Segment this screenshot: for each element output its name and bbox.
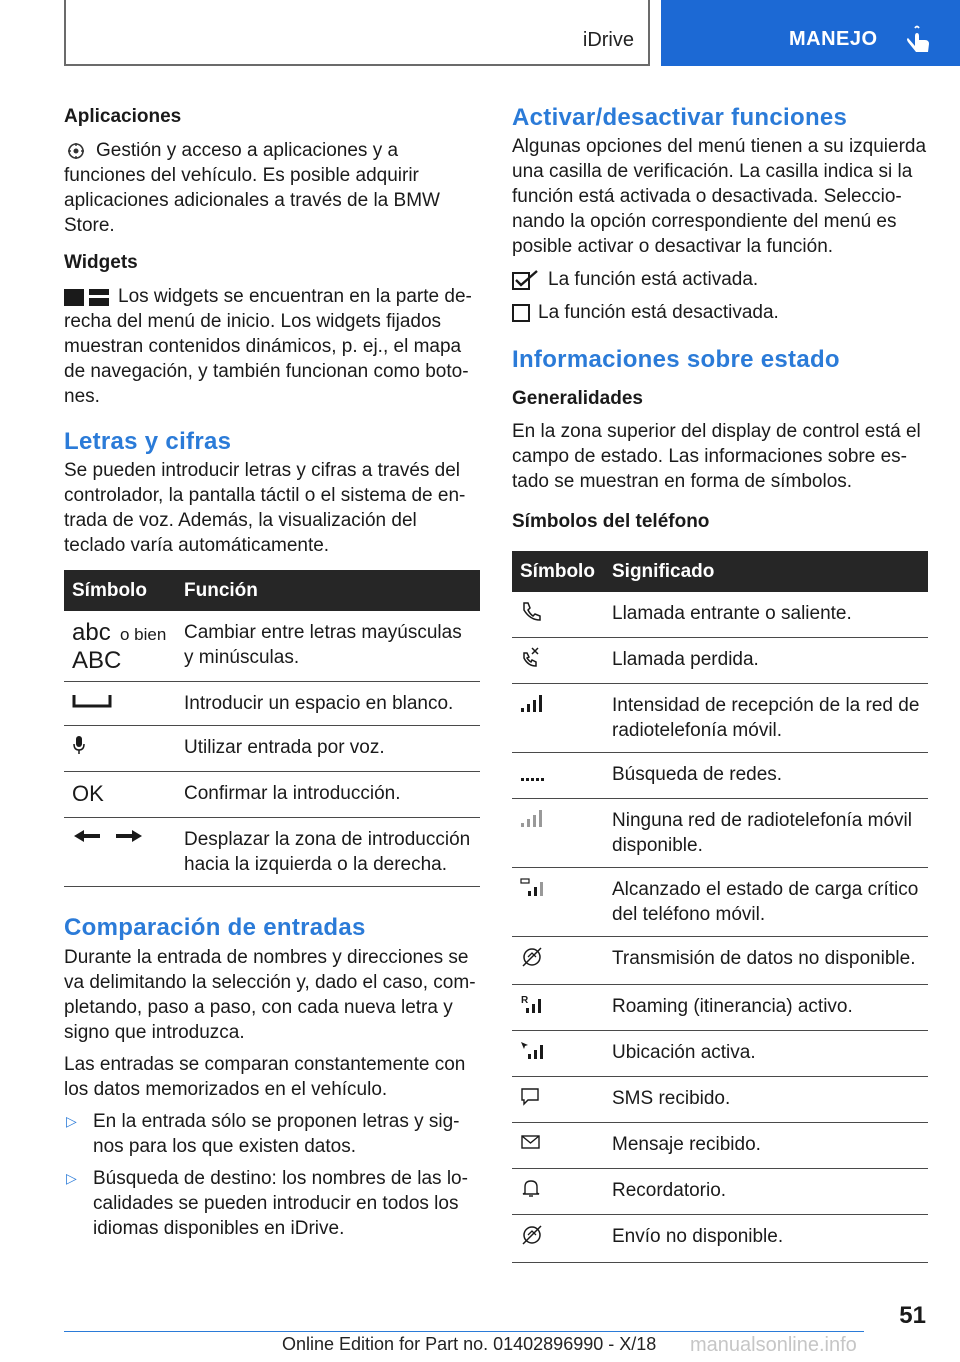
bullet-text: Búsqueda de destino: los nombres de las localidades se pueden introducir en todos los idiomas disponibles en iDrive. — [93, 1168, 468, 1239]
symbol-cell — [512, 1169, 604, 1215]
arrows-left-right-icon — [72, 827, 144, 845]
symbols-table — [64, 570, 480, 887]
lowercase-symbol: abc — [72, 619, 111, 646]
status-heading: Informaciones sobre estado — [512, 346, 840, 373]
meaning-cell: Roaming (itinerancia) activo. — [604, 985, 928, 1031]
table-row — [512, 937, 928, 985]
symbol-cell — [512, 985, 604, 1031]
meaning-cell: Ninguna red de radiotelefonía móvil disponible. — [604, 799, 928, 868]
table-row — [512, 592, 928, 638]
watermark: manualsonline.info — [690, 1334, 857, 1356]
symbol-cell — [512, 1215, 604, 1263]
apps-text: Gestión y acceso a aplicaciones y a funciones del vehículo. Es posible adquirir aplicaciones adicionales a través de la BMW Store. — [64, 140, 440, 236]
table-row — [64, 772, 480, 818]
pointing-hand-icon — [905, 24, 931, 54]
table-row — [64, 611, 480, 682]
symbol-cell — [64, 726, 176, 772]
table-row — [512, 1215, 928, 1263]
meaning-cell: Mensaje recibido. — [604, 1123, 928, 1169]
location-icon — [520, 1040, 546, 1060]
network-search-icon — [520, 762, 546, 782]
no-data-icon — [520, 946, 544, 968]
list-item — [64, 1109, 480, 1159]
footer-divider — [64, 1331, 864, 1332]
apps-heading: Aplicaciones — [64, 106, 182, 127]
uppercase-symbol: ABC — [72, 647, 122, 674]
microphone-icon — [72, 735, 86, 755]
section-title: iDrive — [582, 29, 634, 51]
meaning-cell: Llamada entrante o saliente. — [604, 592, 928, 638]
apps-paragraph — [64, 138, 480, 238]
widgets-paragraph — [64, 284, 480, 409]
widgets-icon — [64, 288, 110, 306]
svg-text:R: R — [521, 995, 529, 1006]
table-row — [64, 682, 480, 726]
symbol-cell — [512, 684, 604, 753]
symbol-cell — [512, 799, 604, 868]
function-cell: Desplazar la zona de introducción hacia la izquierda o la derecha. — [176, 818, 480, 887]
space-bar-icon — [72, 691, 112, 709]
general-text: En la zona superior del display de control está el campo de estado. Las informaciones sobre estado se muestran en forma de símbolos. — [512, 421, 921, 492]
header-section-box — [64, 0, 650, 66]
letters-heading: Letras y cifras — [64, 428, 232, 455]
list-item — [64, 1166, 480, 1241]
or-text: o bien — [119, 625, 167, 644]
table-row — [64, 726, 480, 772]
phone-symbols-table — [512, 551, 928, 1263]
unchecked-line — [512, 300, 928, 325]
symbol-cell — [64, 611, 176, 682]
meaning-cell: Búsqueda de redes. — [604, 753, 928, 799]
checkbox-unchecked-icon — [512, 304, 530, 322]
bullet-marker: ▷ — [66, 1113, 77, 1129]
activate-text: Algunas opciones del menú tienen a su izquierda una casilla de verificación. La casilla indica si la función está activada o desactivada. Seleccionando la opción correspondiente del menú es posible activar o desactivar la función. — [512, 136, 927, 257]
unchecked-text: La función está desactivada. — [538, 302, 779, 323]
symbol-cell — [512, 638, 604, 684]
compare-text-1: Durante la entrada de nombres y direcciones se va delimitando la selección y, dado el caso, completando, paso a paso, con cada nueva letra y signo que introduzca. — [64, 947, 476, 1043]
missed-call-icon — [520, 647, 542, 667]
ok-symbol: OK — [72, 781, 104, 806]
table-row — [512, 638, 928, 684]
symbol-cell — [512, 868, 604, 937]
meaning-cell: Alcanzado el estado de carga crítico del teléfono móvil. — [604, 868, 928, 937]
checked-line — [512, 267, 928, 292]
function-cell: Utilizar entrada por voz. — [176, 726, 480, 772]
sms-icon — [520, 1086, 542, 1106]
symbol-cell — [512, 937, 604, 985]
symbol-cell — [512, 1031, 604, 1077]
meaning-cell: Llamada perdida. — [604, 638, 928, 684]
chapter-tab[interactable] — [661, 0, 960, 66]
edition-text: Online Edition for Part no. 01402896990 - X/18 — [282, 1334, 657, 1354]
page-number: 51 — [899, 1302, 926, 1329]
table-row — [512, 868, 928, 937]
symbol-cell — [512, 753, 604, 799]
letters-text: Se pueden introducir letras y cifras a través del controlador, la pantalla táctil o el sistema de entrada de voz. Además, la visualización del teclado varía automáticamente. — [64, 460, 466, 556]
widgets-heading: Widgets — [64, 252, 138, 273]
table-header-row — [512, 551, 928, 592]
table-row — [512, 985, 928, 1031]
no-network-icon — [520, 808, 546, 828]
phone-call-icon — [520, 601, 542, 621]
symbol-cell — [64, 682, 176, 726]
widgets-text: Los widgets se encuentran en la parte derecha del menú de inicio. Los widgets fijados muestran contenidos dinámicos, p. ej., el mapa de navegación, y también funcionan como botones. — [64, 286, 472, 407]
phone-heading: Símbolos del teléfono — [512, 511, 710, 532]
activate-heading: Activar/desactivar funciones — [512, 104, 848, 131]
col-function-header: Función — [176, 570, 480, 611]
checked-text: La función está activada. — [548, 269, 759, 290]
reminder-bell-icon — [520, 1178, 542, 1198]
table-row — [64, 818, 480, 887]
table-row — [512, 1031, 928, 1077]
col-symbol-header: Símbolo — [64, 570, 176, 611]
table-row — [512, 684, 928, 753]
bullet-marker: ▷ — [66, 1170, 77, 1186]
right-column — [512, 100, 928, 1263]
apps-icon — [64, 142, 88, 160]
checkbox-checked-icon — [512, 270, 540, 290]
table-header-row — [64, 570, 480, 611]
roaming-icon — [520, 994, 546, 1014]
symbol-cell — [512, 1077, 604, 1123]
function-cell: Cambiar entre letras mayúsculas y minúsculas. — [176, 611, 480, 682]
meaning-cell: Intensidad de recepción de la red de radiotelefonía móvil. — [604, 684, 928, 753]
symbol-cell — [64, 818, 176, 887]
col-symbol-header: Símbolo — [512, 551, 604, 592]
general-heading: Generalidades — [512, 388, 643, 409]
function-cell: Introducir un espacio en blanco. — [176, 682, 480, 726]
meaning-cell: Recordatorio. — [604, 1169, 928, 1215]
symbol-cell — [512, 592, 604, 638]
col-meaning-header: Significado — [604, 551, 928, 592]
table-row — [512, 799, 928, 868]
compare-heading: Comparación de entradas — [64, 914, 366, 941]
signal-strength-icon — [520, 693, 546, 713]
symbol-cell — [512, 1123, 604, 1169]
bullet-text: En la entrada sólo se proponen letras y signos para los que existen datos. — [93, 1111, 460, 1157]
symbol-cell — [64, 772, 176, 818]
battery-critical-icon — [520, 877, 546, 897]
table-row — [512, 753, 928, 799]
meaning-cell: SMS recibido. — [604, 1077, 928, 1123]
function-cell: Confirmar la introducción. — [176, 772, 480, 818]
send-unavailable-icon — [520, 1224, 544, 1246]
compare-text-2: Las entradas se comparan constantemente con los datos memorizados en el vehículo. — [64, 1054, 466, 1100]
mail-icon — [520, 1132, 542, 1152]
meaning-cell: Transmisión de datos no disponible. — [604, 937, 928, 985]
chapter-tab-label: MANEJO — [789, 28, 878, 50]
table-row — [512, 1169, 928, 1215]
meaning-cell: Ubicación activa. — [604, 1031, 928, 1077]
left-column — [64, 100, 480, 1241]
table-row — [512, 1123, 928, 1169]
table-row — [512, 1077, 928, 1123]
meaning-cell: Envío no disponible. — [604, 1215, 928, 1263]
